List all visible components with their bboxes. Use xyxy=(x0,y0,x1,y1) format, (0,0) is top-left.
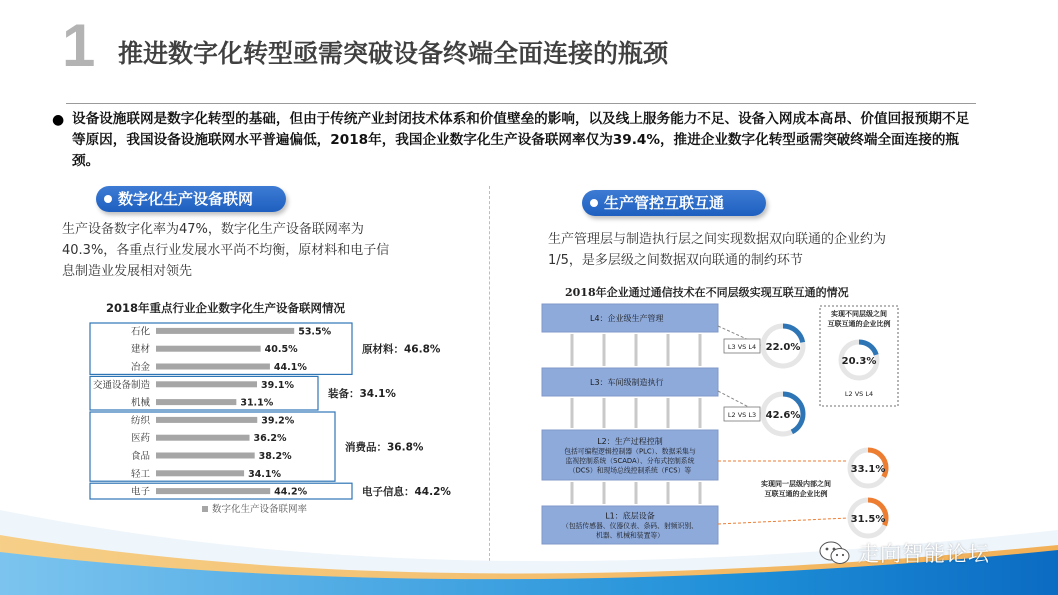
category-label: 电子 xyxy=(130,486,150,498)
layer-label: L3：车间级制造执行 xyxy=(590,378,664,387)
right-description: 生产管理层与制造执行层之间实现数据双向联通的企业约为1/5，是多层级之间数据双向联通的制约环节 xyxy=(548,232,887,268)
bar xyxy=(156,453,255,459)
category-label: 石化 xyxy=(130,326,150,338)
group-label: 原材料：46.8% xyxy=(362,343,441,356)
value-label: 44.1% xyxy=(273,362,307,373)
layer-detail: 监视控制系统（SCADA）、分布式控制系统 xyxy=(565,456,695,465)
category-label: 纺织 xyxy=(130,415,150,427)
bar xyxy=(156,435,250,441)
value-label: 34.1% xyxy=(248,468,282,480)
within-ring-value: 33.1% xyxy=(850,464,886,475)
layer-label: L1：底层设备 xyxy=(605,511,655,521)
cross-ring-value: 22.0% xyxy=(765,342,801,353)
category-label: 交通设备制造 xyxy=(92,379,150,391)
compare-tag: L3 VS L4 xyxy=(727,343,757,351)
bar xyxy=(156,417,257,423)
value-label: 31.1% xyxy=(240,397,274,409)
category-label: 医药 xyxy=(130,433,150,445)
logo-text: 走向智能论坛 xyxy=(858,542,990,566)
layer-detail: 机器、机械和装置等） xyxy=(596,531,664,540)
category-label: 建材 xyxy=(130,344,150,356)
intro-paragraph: 设备设施联网是数字化转型的基础，但由于传统产业封闭技术体系和价值壁垒的影响，以及线上服务能力不足、设备入网成本高昂、价值回报预期不足等原因，我国设备设施联网水平普遍偏低，2018年，我国企业数字化生产设备联网率仅为39.4%，推进企业数字化转型亟需突破终端全面连接的瓶颈。 xyxy=(72,111,970,169)
bar xyxy=(156,470,244,476)
diagram-title: 2018年企业通过通信技术在不同层级实现互联互通的情况 xyxy=(565,286,849,299)
layer-detail: （DCS）和现场总线控制系统（FCS）等 xyxy=(568,466,692,475)
value-label: 39.1% xyxy=(261,379,294,391)
value-label: 53.5% xyxy=(298,326,332,338)
group-label: 消费品：36.8% xyxy=(345,441,424,454)
bullet-icon: ● xyxy=(52,112,65,128)
bar xyxy=(156,399,236,405)
bar xyxy=(156,346,261,352)
note-text: 实现不同层级之间 xyxy=(831,310,887,318)
compare-tag: L2 VS L3 xyxy=(727,411,757,419)
note-text: 互联互通的企业比例 xyxy=(827,320,891,328)
group-label: 电子信息：44.2% xyxy=(362,486,451,499)
chart-title: 2018年重点行业企业数字化生产设备联网情况 xyxy=(106,301,346,315)
bar xyxy=(156,381,257,387)
cross-ring-value: 42.6% xyxy=(765,410,801,421)
bar xyxy=(156,364,270,370)
layer-label: L4：企业级生产管理 xyxy=(590,314,664,323)
wechat-icon xyxy=(818,540,852,566)
title-divider xyxy=(66,103,976,104)
section-pill-device-networking xyxy=(96,186,286,212)
value-label: 44.2% xyxy=(274,486,308,498)
legend-label: 数字化生产设备联网率 xyxy=(212,504,308,515)
category-label: 轻工 xyxy=(130,468,150,480)
brand-logo xyxy=(818,538,990,568)
note-tag: L2 VS L4 xyxy=(844,390,874,398)
section-pill-production-control xyxy=(582,190,766,216)
value-label: 36.2% xyxy=(253,433,287,445)
value-label: 40.5% xyxy=(264,344,298,356)
within-ring-value: 31.5% xyxy=(850,514,886,525)
section-number: 1 xyxy=(62,12,96,79)
category-label: 机械 xyxy=(130,397,150,409)
category-label: 冶金 xyxy=(130,362,150,373)
layer-label: L2：生产过程控制 xyxy=(597,436,663,446)
note-ring-value: 20.3% xyxy=(841,356,877,367)
pill-label: 生产管控互联互通 xyxy=(604,194,725,212)
left-description: 生产设备数字化率为47%，数字化生产设备联网率为40.3%，各重点行业发展水平尚不均衡，原材料和电子信息制造业发展相对领先 xyxy=(62,222,390,279)
bar xyxy=(156,328,294,334)
page-title: 推进数字化转型亟需突破设备终端全面连接的瓶颈 xyxy=(118,39,669,68)
within-note-text: 互联互通的企业比例 xyxy=(764,490,828,498)
group-label: 装备：34.1% xyxy=(328,388,396,401)
layer-detail: （包括传感器、仪器仪表、条码、射频识别、 xyxy=(562,522,698,530)
category-label: 食品 xyxy=(130,451,150,462)
pill-dot-icon xyxy=(590,199,598,207)
value-label: 39.2% xyxy=(261,415,295,427)
value-label: 38.2% xyxy=(258,451,292,462)
layer-detail: 包括可编程逻辑控制器（PLC）、数据采集与 xyxy=(564,447,696,456)
within-note-text: 实现同一层级内部之间 xyxy=(761,480,831,488)
pill-dot-icon xyxy=(104,195,112,203)
pill-label: 数字化生产设备联网 xyxy=(118,190,254,208)
